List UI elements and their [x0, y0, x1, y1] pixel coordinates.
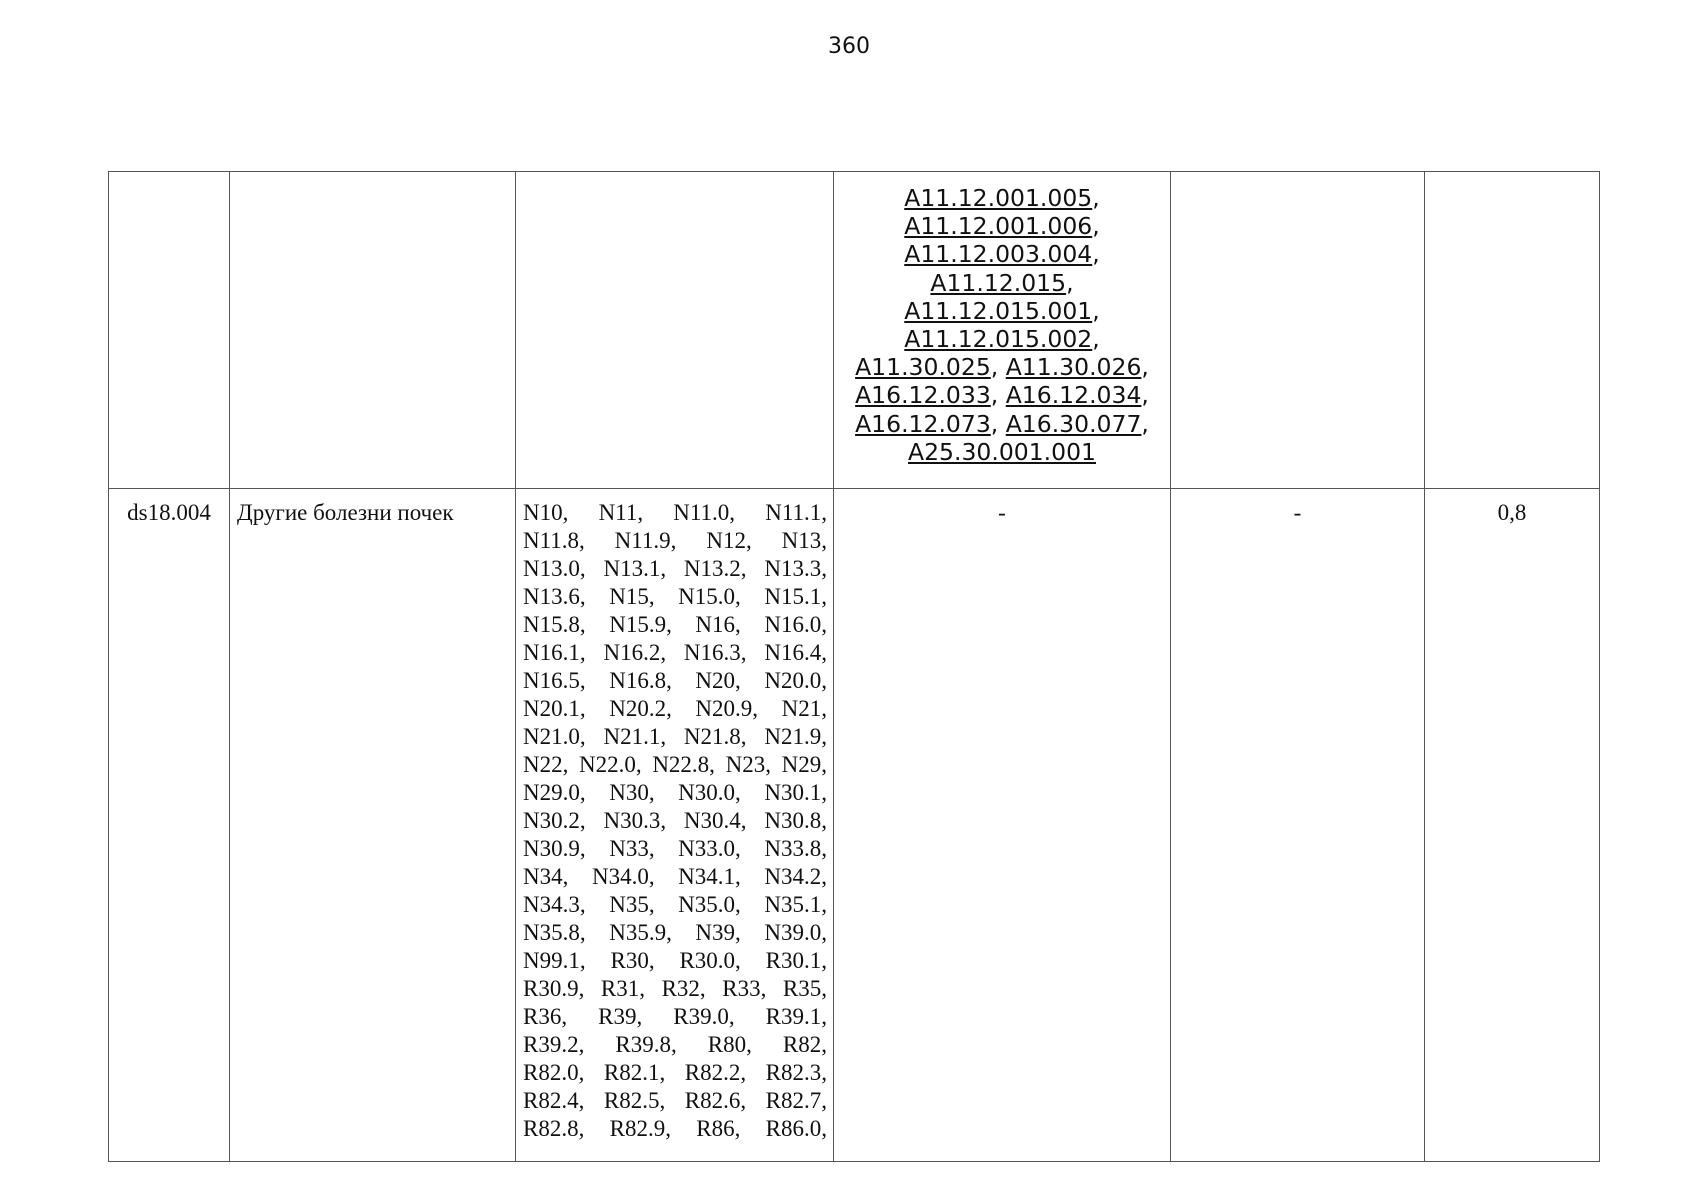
diagnosis-codes-line: N21.0, N21.1, N21.8, N21.9, [523, 724, 827, 749]
service-code-link[interactable]: A25.30.001.001 [908, 437, 1096, 466]
diagnoses-list [523, 499, 827, 1143]
diagnosis-codes-line: N13.0, N13.1, N13.2, N13.3, [523, 556, 827, 581]
page-number: 360 [828, 34, 870, 59]
service-code-link[interactable]: A11.12.015.002 [904, 325, 1093, 354]
service-code-link[interactable]: A11.12.015.001 [904, 296, 1093, 325]
diagnosis-codes-line: N34.3, N35, N35.0, N35.1, [523, 892, 827, 917]
service-line: A11.12.003.004, [904, 240, 1100, 269]
diagnosis-codes-line: N30.2, N30.3, N30.4, N30.8, [523, 808, 827, 833]
service-code-link[interactable]: A16.30.077 [1005, 409, 1142, 438]
diagnosis-codes-line: R39.2, R39.8, R80, R82, [523, 1032, 827, 1057]
diagnosis-codes-line: N15.8, N15.9, N16, N16.0, [523, 612, 827, 637]
tariff-table [108, 171, 1600, 1162]
service-code-link[interactable]: A16.12.073 [855, 409, 991, 438]
service-line [834, 438, 1170, 466]
service-line: A11.12.015, [930, 268, 1074, 297]
diagnosis-codes-line: R30.9, R31, R32, R33, R35, [523, 976, 827, 1001]
row-services: - [834, 489, 1171, 1162]
service-code-link[interactable]: A11.12.001.006 [904, 212, 1093, 241]
diagnosis-codes-line: N29.0, N30, N30.0, N30.1, [523, 780, 827, 805]
services-list [834, 184, 1170, 466]
diagnosis-codes-line: N30.9, N33, N33.0, N33.8, [523, 836, 827, 861]
diagnosis-codes-line: N13.6, N15, N15.0, N15.1, [523, 584, 827, 609]
service-line: A16.12.033, A16.12.034, [855, 381, 1149, 410]
service-code-link[interactable]: A11.12.015 [930, 268, 1067, 297]
service-line: A11.12.001.006, [904, 212, 1100, 241]
name-cell-empty [230, 172, 516, 489]
service-code-link[interactable]: A11.30.026 [1005, 353, 1142, 382]
service-line: A11.12.015.001, [904, 296, 1100, 325]
diagnosis-codes-line: N34, N34.0, N34.1, N34.2, [523, 864, 827, 889]
service-code-link[interactable]: A11.12.001.005 [904, 184, 1093, 212]
service-line: A11.30.025, A11.30.026, [855, 353, 1149, 382]
table-row [109, 489, 1600, 1162]
diagnosis-codes-line: R82.4, R82.5, R82.6, R82.7, [523, 1088, 827, 1113]
diagnosis-codes-line: R36, R39, R39.0, R39.1, [523, 1004, 827, 1029]
code-cell-empty [109, 172, 230, 489]
row-code: ds18.004 [109, 489, 230, 1162]
coefficient-cell-empty [1425, 172, 1600, 489]
criteria-cell-empty [1171, 172, 1425, 489]
service-code-link[interactable]: A16.12.033 [855, 381, 991, 410]
service-line: A16.12.073, A16.30.077, [855, 409, 1149, 438]
diagnoses-cell [516, 489, 834, 1162]
diagnosis-codes-line: N99.1, R30, R30.0, R30.1, [523, 948, 827, 973]
service-line: A11.12.015.002, [904, 325, 1100, 354]
row-other-criteria: - [1171, 489, 1425, 1162]
diagnosis-codes-line: N35.8, N35.9, N39, N39.0, [523, 920, 827, 945]
diagnosis-codes-line: N20.1, N20.2, N20.9, N21, [523, 696, 827, 721]
row-name: Другие болезни почек [230, 489, 516, 1162]
diagnosis-codes-line: N10, N11, N11.0, N11.1, [523, 500, 827, 525]
diagnosis-codes-line: R82.0, R82.1, R82.2, R82.3, [523, 1060, 827, 1085]
diagnosis-codes-line: N16.5, N16.8, N20, N20.0, [523, 668, 827, 693]
continued-row [109, 172, 1600, 489]
diagnosis-codes-line: R82.8, R82.9, R86, R86.0, [523, 1116, 827, 1141]
diagnosis-codes-line: N22, N22.0, N22.8, N23, N29, [523, 752, 827, 777]
diagnoses-cell-empty [516, 172, 834, 489]
service-code-link[interactable]: A11.30.025 [855, 353, 991, 382]
services-cell [834, 172, 1171, 489]
diagnosis-codes-line: N16.1, N16.2, N16.3, N16.4, [523, 640, 827, 665]
service-line: A11.12.001.005, [904, 184, 1100, 212]
diagnosis-codes-line: N11.8, N11.9, N12, N13, [523, 528, 827, 553]
row-coefficient: 0,8 [1425, 489, 1600, 1162]
service-code-link[interactable]: A11.12.003.004 [904, 240, 1093, 269]
service-code-link[interactable]: A16.12.034 [1005, 381, 1142, 410]
